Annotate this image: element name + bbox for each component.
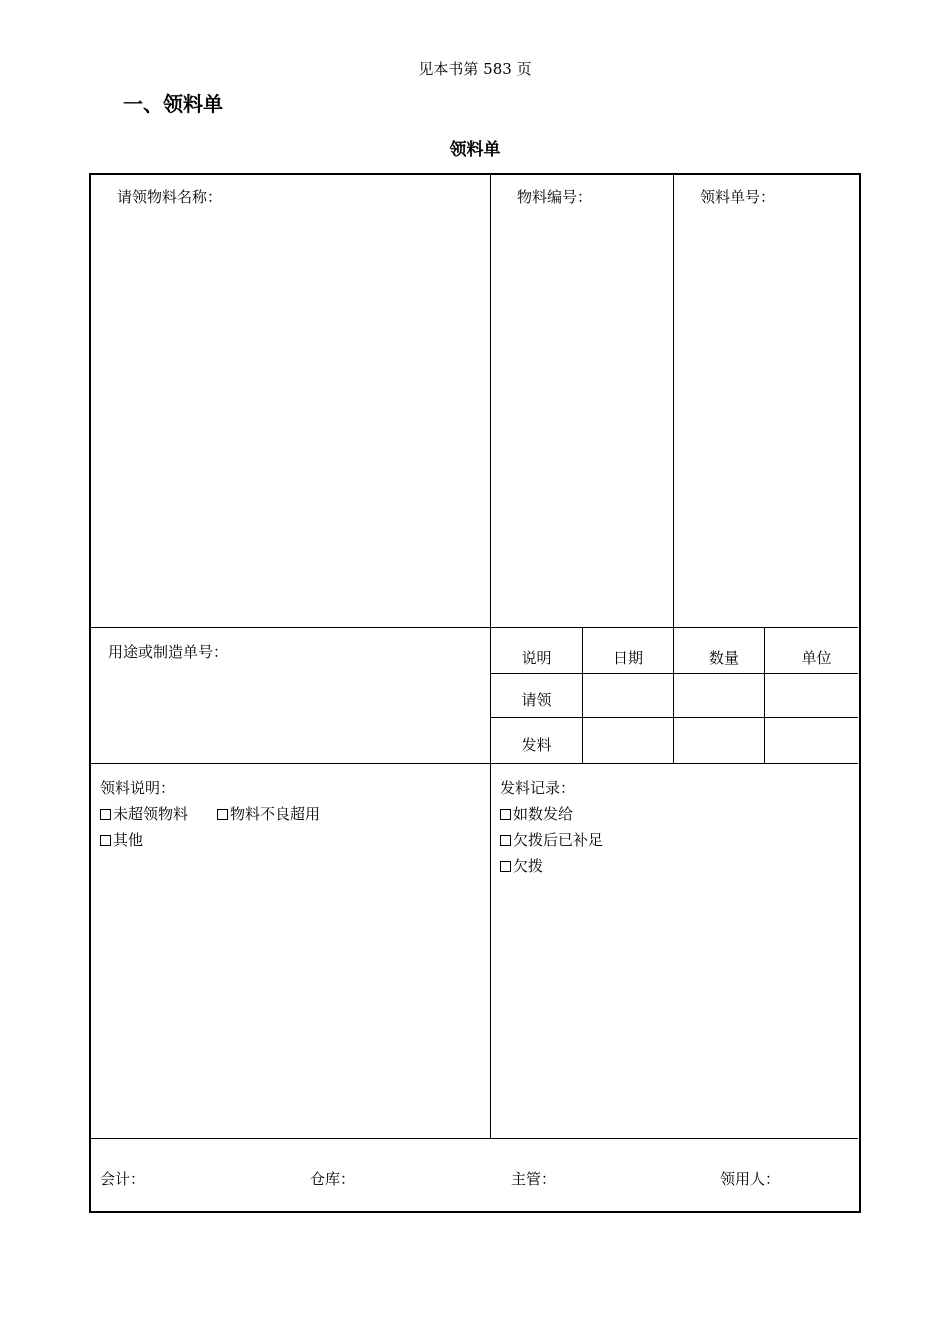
request-quantity-cell[interactable] (674, 674, 764, 717)
table-header-unit: 单位 (801, 649, 832, 667)
request-date-cell[interactable] (583, 674, 673, 717)
section-heading: 一、领料单 (123, 92, 223, 116)
request-unit-cell[interactable] (765, 674, 857, 717)
checkbox-icon[interactable] (100, 809, 111, 820)
divider-middle-notes (90, 763, 858, 764)
issue-quantity-cell[interactable] (674, 718, 764, 763)
material-name-label: 请领物料名称： (117, 188, 223, 206)
table-header-quantity: 数量 (708, 649, 739, 667)
material-code-label: 物料编号： (517, 188, 593, 206)
signature-recipient: 领用人： (720, 1170, 781, 1188)
signature-accountant: 会计： (100, 1170, 146, 1188)
page-reference-note: 见本书第 583 页 (418, 60, 532, 78)
table-row-issue: 发料 (521, 736, 552, 754)
purpose-label: 用途或制造单号： (108, 643, 229, 661)
option-defective-overuse[interactable]: 物料不良超用 (217, 803, 320, 824)
option-shortage[interactable]: 欠拨 (500, 855, 543, 876)
signature-supervisor: 主管： (511, 1170, 557, 1188)
checkbox-icon[interactable] (500, 809, 511, 820)
option-other[interactable]: 其他 (100, 829, 143, 850)
form-title: 领料单 (449, 140, 501, 160)
requisition-number-label: 领料单号： (700, 188, 776, 206)
option-not-over-requisition[interactable]: 未超领物料 (100, 803, 188, 824)
issue-date-cell[interactable] (583, 718, 673, 763)
checkbox-icon[interactable] (100, 835, 111, 846)
requisition-notes-label: 领料说明： (100, 779, 176, 797)
checkbox-icon[interactable] (500, 861, 511, 872)
table-row-request: 请领 (521, 691, 552, 709)
top-right-column-divider (673, 174, 674, 627)
table-header-date: 日期 (612, 649, 643, 667)
divider-notes-signatures (90, 1138, 858, 1139)
checkbox-icon[interactable] (500, 835, 511, 846)
signature-warehouse: 仓库： (310, 1170, 356, 1188)
option-shortage-replenished[interactable]: 欠拨后已补足 (500, 829, 603, 850)
issue-unit-cell[interactable] (765, 718, 857, 763)
checkbox-icon[interactable] (217, 809, 228, 820)
issue-record-label: 发料记录： (500, 779, 576, 797)
option-issued-in-full[interactable]: 如数发给 (500, 803, 573, 824)
table-header-description: 说明 (521, 649, 552, 667)
divider-top-middle (90, 627, 858, 628)
